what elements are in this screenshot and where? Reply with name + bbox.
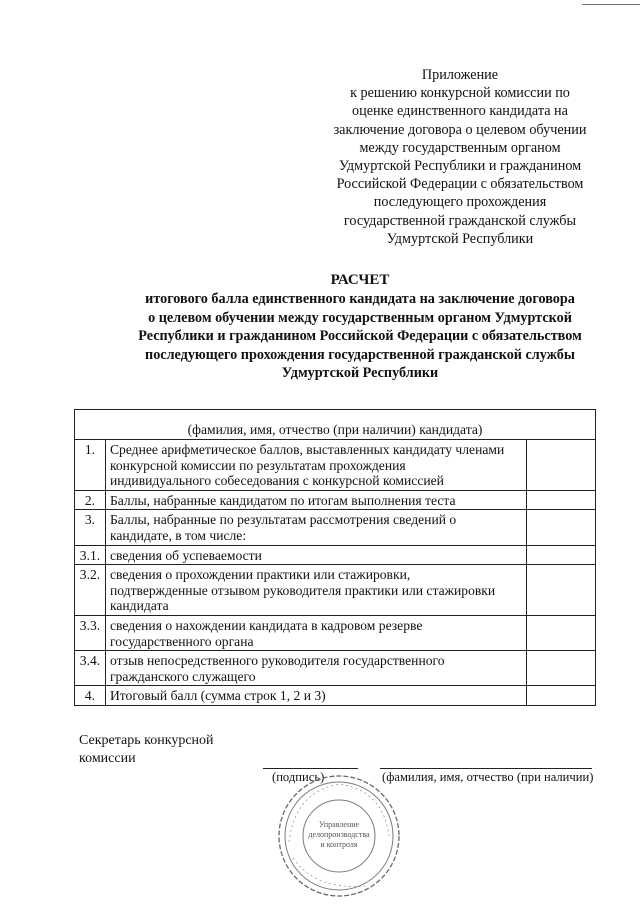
appendix-line: между государственным органом <box>359 139 561 156</box>
title-line: Удмуртской Республики <box>281 365 439 382</box>
table-row <box>75 545 596 565</box>
row-number: 2. <box>75 490 106 510</box>
row-description <box>105 490 526 510</box>
title-line: о целевом обучении между государственным органом Удмуртской <box>148 309 572 326</box>
row-score-cell <box>527 545 596 565</box>
row-description-line: сведения о нахождении кандидата в кадровом резерве <box>109 617 423 633</box>
title-heading: РАСЧЕТ <box>330 272 390 288</box>
row-description <box>105 545 526 565</box>
appendix-line: оценке единственного кандидата на <box>352 103 568 120</box>
table-row <box>75 615 596 650</box>
title-line: Республики и гражданином Российской Федерации с обязательством <box>138 328 582 345</box>
title-line: последующего прохождения государственной гражданской службы <box>145 346 575 363</box>
name-line <box>380 768 592 769</box>
appendix-line: последующего прохождения <box>373 194 547 211</box>
row-description-line: Среднее арифметическое баллов, выставленных кандидату членами <box>109 442 505 457</box>
row-description-line: конкурсной комиссии по результатам прохождения <box>109 457 406 473</box>
row-score-cell <box>527 651 596 686</box>
name-caption: (фамилия, имя, отчество (при наличии) <box>382 770 594 784</box>
row-description-line: сведения о прохождении практики или стажировки, <box>109 567 411 583</box>
document-title <box>80 271 640 382</box>
row-description-line: гражданского служащего <box>109 668 256 684</box>
secretary-line: комиссии <box>79 750 136 766</box>
row-score-cell <box>527 440 596 491</box>
title-line: итогового балла единственного кандидата на заключение договора <box>145 291 575 308</box>
row-description-line: государственного органа <box>109 633 254 649</box>
stamp-text-line: Управление <box>318 820 360 829</box>
score-table <box>74 409 596 706</box>
secretary-line: Секретарь конкурсной <box>79 733 214 748</box>
appendix-line: к решению конкурсной комиссии по <box>350 85 570 102</box>
row-number: 3.1. <box>75 545 106 565</box>
row-number: 3.2. <box>75 565 106 616</box>
row-description <box>105 440 526 491</box>
row-description <box>105 615 526 650</box>
table-row <box>75 490 596 510</box>
table-row <box>75 510 596 545</box>
row-number: 3.4. <box>75 651 106 686</box>
candidate-name-caption: (фамилия, имя, отчество (при наличии) кандидата) <box>187 422 483 438</box>
row-description <box>105 565 526 616</box>
table-row <box>75 440 596 491</box>
row-number: 4. <box>75 686 106 706</box>
appendix-line: Российской Федерации с обязательством <box>336 176 584 193</box>
row-number: 3. <box>75 510 106 545</box>
row-description <box>105 686 526 706</box>
appendix-line: заключение договора о целевом обучении <box>333 121 587 138</box>
appendix-line: Приложение <box>421 67 499 83</box>
row-description-line: индивидуального собеседования с конкурсной комиссией <box>109 473 444 489</box>
table-row <box>75 565 596 616</box>
row-description-line: отзыв непосредственного руководителя государственного <box>109 653 445 669</box>
row-score-cell <box>527 490 596 510</box>
row-description-line: сведения об успеваемости <box>109 547 262 563</box>
row-score-cell <box>527 565 596 616</box>
secretary-label <box>79 732 214 767</box>
candidate-name-cell <box>75 410 596 440</box>
stamp-text-line: делопроизводства <box>308 830 370 839</box>
signature-caption: (подпись) <box>272 770 325 784</box>
row-score-cell <box>527 686 596 706</box>
row-score-cell <box>527 510 596 545</box>
stamp-text-line: и контроля <box>320 840 358 849</box>
row-description-line: подтвержденные отзывом руководителя практики или стажировки <box>109 582 496 598</box>
row-number: 1. <box>75 440 106 491</box>
top-edge-rule <box>582 4 640 5</box>
appendix-line: Удмуртской Республики <box>386 230 534 247</box>
row-description-line: кандидата <box>109 598 169 614</box>
row-description-line: кандидате, в том числе: <box>109 527 247 543</box>
row-number: 3.3. <box>75 615 106 650</box>
candidate-name-row <box>75 410 596 440</box>
row-description-line: Баллы, набранные по результатам рассмотрения сведений о <box>109 512 457 528</box>
seal-stamp-icon <box>275 772 403 900</box>
appendix-header <box>300 66 620 248</box>
table-row <box>75 651 596 686</box>
signature-line <box>263 768 358 769</box>
appendix-line: Удмуртской Республики и гражданином <box>338 158 582 175</box>
appendix-line: государственной гражданской службы <box>343 212 577 229</box>
row-description-line: Итоговый балл (сумма строк 1, 2 и 3) <box>109 688 326 704</box>
row-description <box>105 651 526 686</box>
row-description-line: Баллы, набранные кандидатом по итогам выполнения теста <box>109 492 456 508</box>
row-score-cell <box>527 615 596 650</box>
row-description <box>105 510 526 545</box>
table-row <box>75 686 596 706</box>
